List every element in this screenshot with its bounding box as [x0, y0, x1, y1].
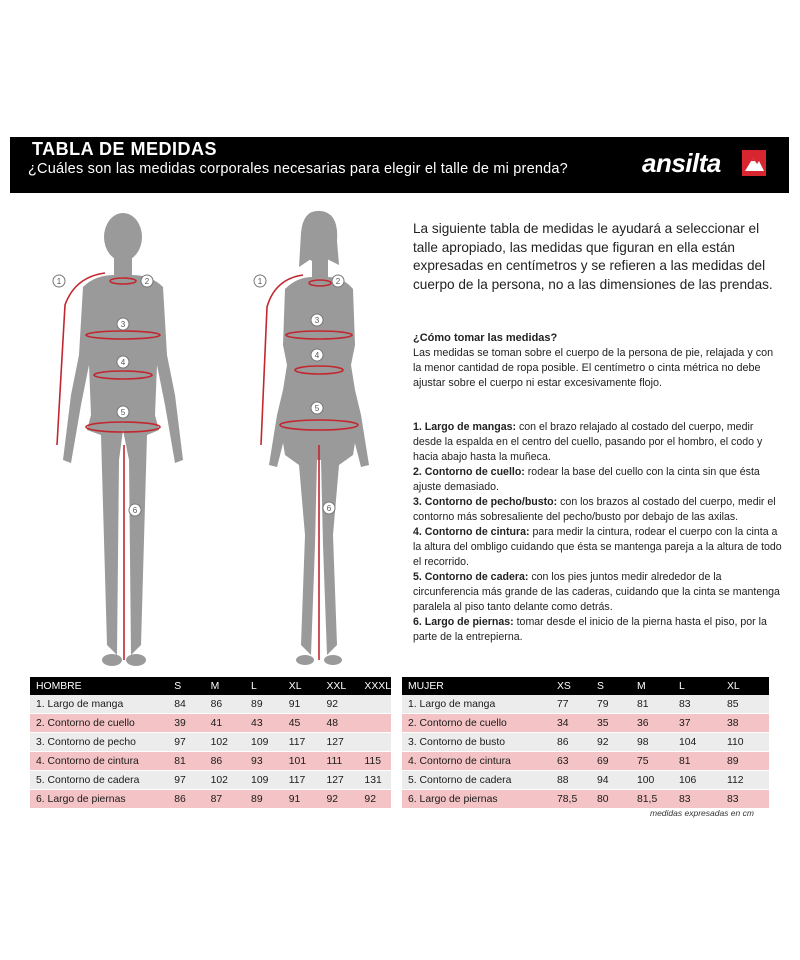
- step-label: 6. Largo de piernas:: [413, 616, 514, 628]
- table-cell: 100: [631, 771, 673, 790]
- table-cell: 5. Contorno de cadera: [402, 771, 551, 790]
- table-header-cell: M: [631, 677, 673, 695]
- table-header-cell: HOMBRE: [30, 677, 168, 695]
- step-item: [413, 525, 783, 570]
- table-cell: 102: [205, 771, 245, 790]
- table-cell: [358, 714, 391, 733]
- table-row: [402, 752, 769, 771]
- step-text: para medir la cintura, rodear el cuerpo con la cinta a la altura del ombligo cuidando que ésta se mantenga pareja a la altura de todo el recorrido.: [413, 526, 782, 568]
- table-cell: 112: [721, 771, 769, 790]
- table-cell: 94: [591, 771, 631, 790]
- step-text: tomar desde el inicio de la pierna hasta el piso, por la parte de la entrepierna.: [413, 616, 767, 643]
- table-cell: 77: [551, 695, 591, 714]
- table-cell: 85: [721, 695, 769, 714]
- mountain-logo-icon: [742, 150, 766, 176]
- table-cell: 127: [320, 771, 358, 790]
- brand-name: ansilta: [642, 148, 721, 178]
- table-header-cell: S: [168, 677, 204, 695]
- intro-text: La siguiente tabla de medidas le ayudará a seleccionar el talle apropiado, las medidas que figuran en ella están expresadas en centímetros y se refieren a las medidas del cuerpo de la persona, no a las dimensiones de las prendas.: [413, 221, 773, 292]
- table-cell: 81: [631, 695, 673, 714]
- step-text: rodear la base del cuello con la cinta sin que ésta ajuste demasiado.: [413, 466, 760, 493]
- page-title: TABLA DE MEDIDAS: [32, 139, 217, 159]
- marker-label: 1: [56, 277, 62, 286]
- marker-label: 2: [335, 277, 341, 286]
- table-cell: 97: [168, 771, 204, 790]
- table-cell: 92: [591, 733, 631, 752]
- step-text: con los brazos al costado del cuerpo, medir el contorno más sobresaliente del pecho/busto por debajo de las axilas.: [413, 496, 776, 523]
- table-cell: 101: [283, 752, 321, 771]
- brand-logo: [642, 144, 782, 184]
- table-cell: 83: [673, 790, 721, 809]
- table-cell: 111: [320, 752, 358, 771]
- table-cell: 3. Contorno de pecho: [30, 733, 168, 752]
- units-note: medidas expresadas en cm: [650, 808, 754, 818]
- table-cell: 106: [673, 771, 721, 790]
- how-heading: ¿Cómo tomar las medidas?: [413, 332, 558, 344]
- marker-label: 1: [257, 277, 263, 286]
- table-header-row: [402, 677, 769, 695]
- table-cell: 91: [283, 790, 321, 809]
- table-header-cell: XL: [721, 677, 769, 695]
- women-size-table: [402, 677, 769, 809]
- step-label: 1. Largo de mangas:: [413, 421, 517, 433]
- table-cell: 35: [591, 714, 631, 733]
- how-to-measure: [413, 331, 783, 391]
- marker-label: 6: [326, 504, 332, 513]
- table-cell: 48: [320, 714, 358, 733]
- table-cell: 1. Largo de manga: [30, 695, 168, 714]
- marker-label: 3: [120, 320, 126, 329]
- table-cell: 80: [591, 790, 631, 809]
- table-cell: 63: [551, 752, 591, 771]
- how-body: Las medidas se toman sobre el cuerpo de la persona de pie, relajada y con la menor cantidad de ropa posible. El centímetro o cinta métrica no debe ajustar sobre el cuerpo ni estar excesivamente flojo.: [413, 347, 774, 389]
- table-row: [30, 752, 391, 771]
- table-cell: 2. Contorno de cuello: [402, 714, 551, 733]
- table-cell: 81,5: [631, 790, 673, 809]
- table-header-cell: L: [673, 677, 721, 695]
- table-cell: 93: [245, 752, 283, 771]
- table-cell: 37: [673, 714, 721, 733]
- marker-label: 3: [314, 316, 320, 325]
- marker-label: 6: [132, 506, 138, 515]
- step-label: 4. Contorno de cintura:: [413, 526, 530, 538]
- table-cell: 4. Contorno de cintura: [30, 752, 168, 771]
- table-cell: 89: [245, 790, 283, 809]
- table-header-cell: XXXL: [358, 677, 391, 695]
- step-label: 2. Contorno de cuello:: [413, 466, 525, 478]
- table-cell: 6. Largo de piernas: [402, 790, 551, 809]
- table-cell: 109: [245, 733, 283, 752]
- marker-label: 4: [120, 358, 126, 367]
- table-row: [402, 714, 769, 733]
- table-cell: 86: [205, 752, 245, 771]
- table-cell: 2. Contorno de cuello: [30, 714, 168, 733]
- table-cell: 97: [168, 733, 204, 752]
- table-cell: 117: [283, 733, 321, 752]
- table-cell: 88: [551, 771, 591, 790]
- table-cell: 78,5: [551, 790, 591, 809]
- table-row: [402, 790, 769, 809]
- table-cell: 39: [168, 714, 204, 733]
- table-header-row: [30, 677, 391, 695]
- table-cell: 5. Contorno de cadera: [30, 771, 168, 790]
- table-cell: 34: [551, 714, 591, 733]
- marker-label: 5: [120, 408, 126, 417]
- header-bar: [10, 137, 789, 193]
- table-row: [30, 790, 391, 809]
- table-row: [30, 714, 391, 733]
- body-figures: [35, 205, 405, 675]
- table-cell: 4. Contorno de cintura: [402, 752, 551, 771]
- table-row: [402, 733, 769, 752]
- table-cell: 131: [358, 771, 391, 790]
- table-header-cell: XL: [283, 677, 321, 695]
- step-label: 3. Contorno de pecho/busto:: [413, 496, 558, 508]
- table-cell: 104: [673, 733, 721, 752]
- step-text: con el brazo relajado al costado del cuerpo, medir desde la espalda en el centro del cuello, pasando por el hombro, el codo y hacia abajo hasta la muñeca.: [413, 421, 763, 463]
- table-header-cell: MUJER: [402, 677, 551, 695]
- table-header-cell: S: [591, 677, 631, 695]
- table-cell: 83: [673, 695, 721, 714]
- table-cell: 87: [205, 790, 245, 809]
- table-cell: 79: [591, 695, 631, 714]
- step-item: [413, 420, 783, 465]
- table-cell: 84: [168, 695, 204, 714]
- step-item: [413, 465, 783, 495]
- table-cell: [358, 733, 391, 752]
- table-cell: 6. Largo de piernas: [30, 790, 168, 809]
- table-cell: 127: [320, 733, 358, 752]
- table-header-cell: M: [205, 677, 245, 695]
- men-size-table: [30, 677, 391, 809]
- steps-list: [413, 420, 783, 645]
- table-cell: 41: [205, 714, 245, 733]
- marker-label: 5: [314, 404, 320, 413]
- table-row: [30, 695, 391, 714]
- step-item: [413, 615, 783, 645]
- table-cell: 102: [205, 733, 245, 752]
- table-header-cell: XS: [551, 677, 591, 695]
- table-cell: 92: [358, 790, 391, 809]
- step-item: [413, 570, 783, 615]
- marker-label: 4: [314, 351, 320, 360]
- table-cell: [358, 695, 391, 714]
- table-cell: 1. Largo de manga: [402, 695, 551, 714]
- table-cell: 115: [358, 752, 391, 771]
- table-cell: 92: [320, 695, 358, 714]
- table-cell: 45: [283, 714, 321, 733]
- table-row: [30, 733, 391, 752]
- table-cell: 92: [320, 790, 358, 809]
- page-subtitle: ¿Cuáles son las medidas corporales necesarias para elegir el talle de mi prenda?: [28, 161, 568, 177]
- table-cell: 86: [205, 695, 245, 714]
- table-cell: 89: [245, 695, 283, 714]
- table-header-cell: XXL: [320, 677, 358, 695]
- table-cell: 36: [631, 714, 673, 733]
- step-label: 5. Contorno de cadera:: [413, 571, 529, 583]
- table-cell: 86: [551, 733, 591, 752]
- table-cell: 110: [721, 733, 769, 752]
- table-row: [402, 771, 769, 790]
- table-cell: 43: [245, 714, 283, 733]
- table-row: [30, 771, 391, 790]
- table-cell: 3. Contorno de busto: [402, 733, 551, 752]
- step-text: con los pies juntos medir alrededor de la circunferencia más grande de las caderas, cuidando que la cinta se mantenga paralela al piso tanto delante como detrás.: [413, 571, 780, 613]
- table-cell: 69: [591, 752, 631, 771]
- table-cell: 81: [168, 752, 204, 771]
- table-header-cell: L: [245, 677, 283, 695]
- table-cell: 86: [168, 790, 204, 809]
- table-cell: 109: [245, 771, 283, 790]
- marker-label: 2: [144, 277, 150, 286]
- table-cell: 98: [631, 733, 673, 752]
- step-item: [413, 495, 783, 525]
- table-cell: 38: [721, 714, 769, 733]
- table-cell: 91: [283, 695, 321, 714]
- table-row: [402, 695, 769, 714]
- table-cell: 117: [283, 771, 321, 790]
- table-cell: 89: [721, 752, 769, 771]
- table-cell: 83: [721, 790, 769, 809]
- male-figure: [63, 213, 183, 666]
- table-cell: 75: [631, 752, 673, 771]
- table-cell: 81: [673, 752, 721, 771]
